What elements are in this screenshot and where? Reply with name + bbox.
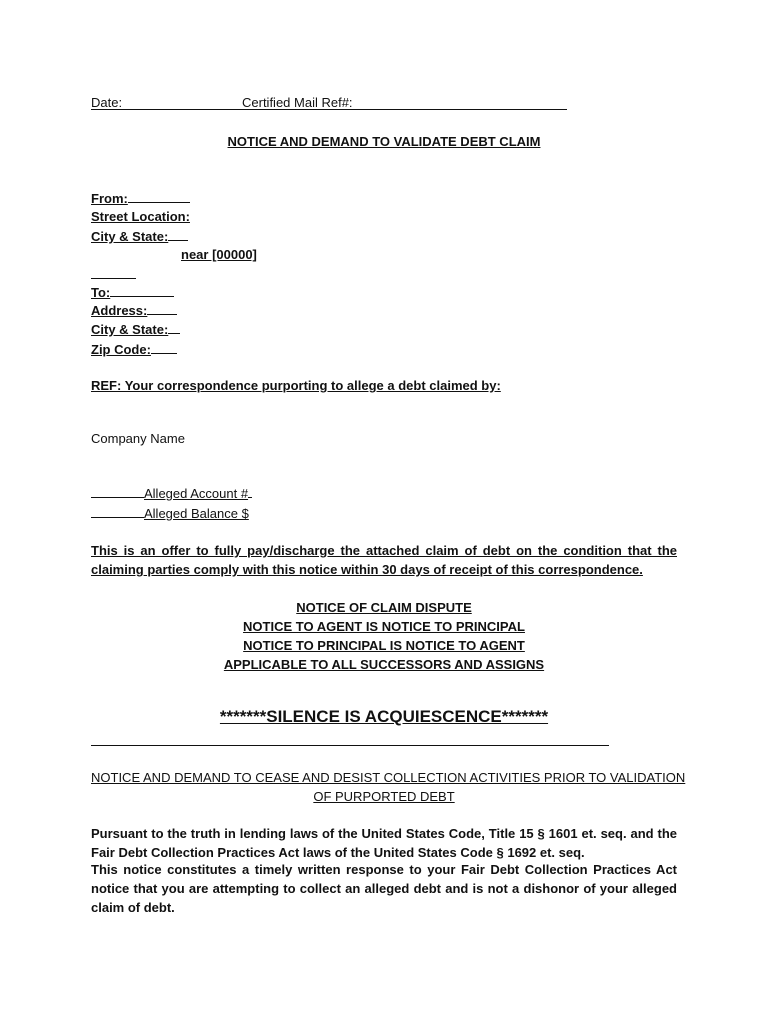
company-name: Company Name [91, 431, 185, 446]
document-title: NOTICE AND DEMAND TO VALIDATE DEBT CLAIM [227, 134, 541, 149]
near-zip-text: near [00000] [181, 247, 257, 262]
zip-blank [151, 341, 177, 354]
to-city-blank [168, 321, 180, 334]
zip-code-text: Zip Code: [91, 342, 151, 357]
certified-mail-label: Certified Mail Ref#: [242, 95, 353, 110]
offer-paragraph: This is an offer to fully pay/discharge the attached claim of debt on the condition that the claiming parties comply with this notice within 30 days of receipt of this correspondence. [91, 543, 677, 577]
cease-heading-line-1: NOTICE AND DEMAND TO CEASE AND DESIST COLLECTION ACTIVITIES PRIOR TO VALIDATION [91, 770, 686, 785]
from-city-state-label [91, 228, 188, 245]
from-city-blank [168, 228, 188, 241]
date-label: Date: [91, 95, 123, 110]
zip-code-label [91, 341, 177, 358]
from-label-text: From: [91, 191, 128, 206]
to-label-text: To: [91, 285, 111, 300]
header-underline [91, 109, 567, 110]
alleged-account-label: Alleged Account # [144, 486, 249, 501]
account-tail-blank [248, 485, 252, 498]
notice-agent-principal: NOTICE TO AGENT IS NOTICE TO PRINCIPAL [243, 619, 525, 634]
address-label [91, 302, 177, 319]
silence-separator-line [91, 745, 609, 746]
ref-line: REF: Your correspondence purporting to allege a debt claimed by: [91, 378, 501, 393]
from-label [91, 190, 190, 207]
alleged-balance-line [91, 505, 249, 522]
cease-heading-line-2: OF PURPORTED DEBT [313, 789, 455, 804]
notice-principal-agent: NOTICE TO PRINCIPAL IS NOTICE TO AGENT [243, 638, 525, 653]
notice-successors-assigns: APPLICABLE TO ALL SUCCESSORS AND ASSIGNS [223, 657, 545, 672]
notice-claim-dispute: NOTICE OF CLAIM DISPUTE [296, 600, 472, 615]
address-label-text: Address: [91, 303, 148, 318]
from-blank [128, 190, 190, 203]
to-city-state-label [91, 321, 180, 338]
to-blank [110, 284, 174, 297]
body-paragraph-2: This notice constitutes a timely written response to your Fair Debt Collection Practices Act notice that you are attempting to collect an alleged debt and is not a dishonor of your alleged claim of debt. [91, 862, 677, 915]
street-location-label: Street Location: [91, 209, 190, 224]
balance-blank [91, 505, 144, 518]
alleged-account-line [91, 485, 252, 502]
from-city-state-text: City & State: [91, 229, 169, 244]
alleged-balance-label: Alleged Balance $ [144, 506, 249, 521]
account-blank [91, 485, 144, 498]
to-city-state-text: City & State: [91, 322, 169, 337]
silence-heading: *******SILENCE IS ACQUIESCENCE******* [219, 707, 549, 726]
body-paragraph-1: Pursuant to the truth in lending laws of the United States Code, Title 15 § 1601 et. seq. and the Fair Debt Collection Practices Act laws of the United States Code § 1692 et. seq. [91, 826, 677, 860]
address-blank [147, 302, 177, 315]
to-label [91, 284, 174, 301]
separator-short-line [91, 278, 136, 279]
